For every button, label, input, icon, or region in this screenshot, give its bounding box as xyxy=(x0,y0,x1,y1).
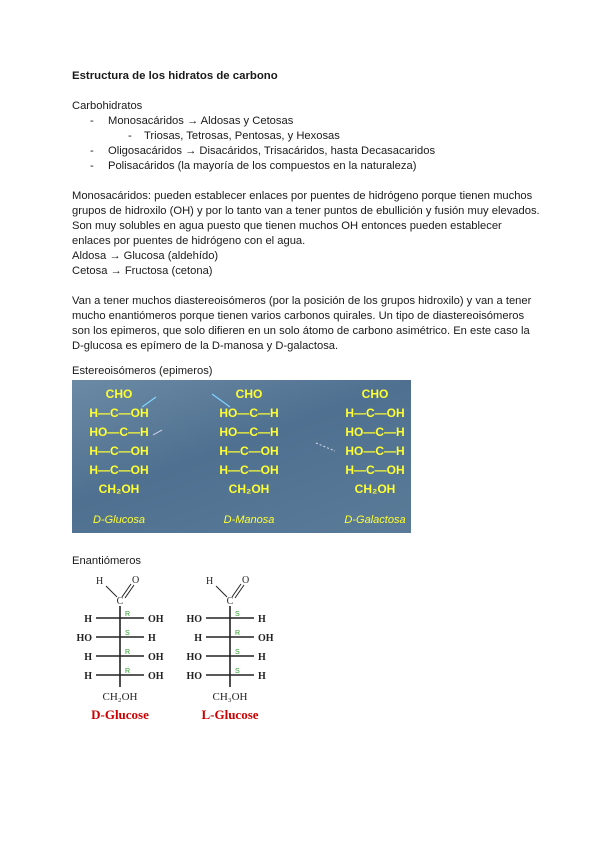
stereo-descriptor: R xyxy=(235,630,241,637)
fischer-row: CH₂OH xyxy=(354,482,396,496)
enantiomer-name: D-Glucose xyxy=(91,707,149,722)
fischer-row: H—C—OH xyxy=(89,406,149,420)
list-item xyxy=(72,159,542,174)
carbohidratos-list xyxy=(72,114,542,174)
stereo-descriptor: S xyxy=(235,611,240,618)
atom-label: H xyxy=(96,576,104,587)
stereo-descriptor: S xyxy=(235,649,240,656)
epimers-diagram xyxy=(72,380,411,533)
atom-label: CH₃OH xyxy=(212,691,248,703)
substituent-right: H xyxy=(258,671,266,682)
bullet-dash: - xyxy=(128,130,132,142)
substituent-left: H xyxy=(84,614,92,625)
fischer-row: HO—C—H xyxy=(345,444,405,458)
fischer-row: H—C—OH xyxy=(219,444,279,458)
substituent-left: H xyxy=(84,652,92,663)
list-item-text: Oligosacáridos → Disacáridos, Trisacáridos, hasta Decasacaridos xyxy=(108,145,436,157)
list-item xyxy=(72,129,542,144)
fischer-row: H—C—OH xyxy=(219,463,279,477)
structure-name: D-Glucosa xyxy=(93,514,145,526)
fischer-row: HO—C—H xyxy=(89,425,149,439)
atom-label: O xyxy=(242,575,250,586)
fischer-row: HO—C—H xyxy=(345,425,405,439)
bond-line xyxy=(216,586,227,597)
enantiomer-name: L-Glucose xyxy=(201,707,259,722)
atom-label: C xyxy=(116,596,124,607)
substituent-right: OH xyxy=(148,614,164,625)
substituent-left: HO xyxy=(186,614,202,625)
carbohidratos-heading: Carbohidratos xyxy=(72,100,143,112)
document-title: Estructura de los hidratos de carbono xyxy=(72,70,278,82)
diastereoisomeros-paragraph: Van a tener muchos diastereoisómeros (por la posición de los grupos hidroxilo) y van a tener mucho enantiómeros porque tienen varios carbonos quirales. Un tipo de diastereoisómeros son los epimeros, que solo difieren en un solo átomo de carbono asimétrico. En este caso la D-glucosa es epímero de la D-manosa y D-galactosa. xyxy=(72,295,532,352)
stereo-descriptor: R xyxy=(125,649,131,656)
aldosa-line: Aldosa → Glucosa (aldehído) xyxy=(72,250,219,262)
substituent-right: OH xyxy=(148,671,164,682)
substituent-right: H xyxy=(148,633,156,644)
arrow-icon xyxy=(316,443,335,451)
estereoisomeros-label: Estereoisómeros (epimeros) xyxy=(72,365,213,377)
enantiomeros-label: Enantiómeros xyxy=(72,555,142,567)
list-item-text: Triosas, Tetrosas, Pentosas, y Hexosas xyxy=(144,130,340,142)
list-item-text: Monosacáridos → Aldosas y Cetosas xyxy=(108,115,294,127)
cetosa-line: Cetosa → Fructosa (cetona) xyxy=(72,265,213,277)
bullet-dash: - xyxy=(90,145,94,157)
stereo-descriptor: S xyxy=(235,668,240,675)
atom-label: H xyxy=(206,576,214,587)
substituent-right: OH xyxy=(258,633,274,644)
enantiomers-diagram xyxy=(72,572,302,727)
substituent-left: HO xyxy=(186,671,202,682)
structure-name: D-Manosa xyxy=(223,514,275,526)
stereo-descriptor: R xyxy=(125,611,131,618)
fischer-row: CHO xyxy=(361,387,389,401)
substituent-left: HO xyxy=(186,652,202,663)
bullet-dash: - xyxy=(90,160,94,172)
substituent-right: H xyxy=(258,614,266,625)
enantiomers-figure xyxy=(72,572,302,727)
fischer-row: H—C—OH xyxy=(89,463,149,477)
atom-label: O xyxy=(132,575,140,586)
stereo-descriptor: R xyxy=(125,668,131,675)
substituent-right: OH xyxy=(148,652,164,663)
list-item xyxy=(72,144,542,159)
substituent-right: H xyxy=(258,652,266,663)
list-item-text: Polisacáridos (la mayoría de los compuestos en la naturaleza) xyxy=(108,160,417,172)
fischer-row: HO—C—H xyxy=(219,406,279,420)
substituent-left: H xyxy=(194,633,202,644)
fischer-row: CHO xyxy=(235,387,263,401)
fischer-row: H—C—OH xyxy=(89,444,149,458)
atom-label: C xyxy=(226,596,234,607)
fischer-row: H—C—OH xyxy=(345,406,405,420)
bullet-dash: - xyxy=(90,115,94,127)
substituent-left: H xyxy=(84,671,92,682)
substituent-left: HO xyxy=(76,633,92,644)
arrow-icon xyxy=(142,397,156,407)
arrow-icon xyxy=(153,430,162,435)
stereo-descriptor: S xyxy=(125,630,130,637)
fischer-row: CHO xyxy=(105,387,133,401)
fischer-row: HO—C—H xyxy=(219,425,279,439)
monosacaridos-paragraph: Monosacáridos: pueden establecer enlaces por puentes de hidrógeno porque tienen muchos grupos de hidroxilo (OH) y por lo tanto van a tener puntos de ebullición y fusión muy elevados. Son muy solubles en agua puesto que tienen muchos OH entonces pueden establecer enlaces por puentes de hidrógeno con el agua. xyxy=(72,190,540,247)
atom-label: CH₂OH xyxy=(102,691,138,703)
document-body xyxy=(72,70,542,354)
fischer-row: H—C—OH xyxy=(345,463,405,477)
fischer-row: CH₂OH xyxy=(98,482,140,496)
list-item xyxy=(72,114,542,129)
epimers-figure xyxy=(72,380,411,533)
bond-line xyxy=(106,586,117,597)
fischer-row: CH₂OH xyxy=(228,482,270,496)
structure-name: D-Galactosa xyxy=(344,514,406,526)
